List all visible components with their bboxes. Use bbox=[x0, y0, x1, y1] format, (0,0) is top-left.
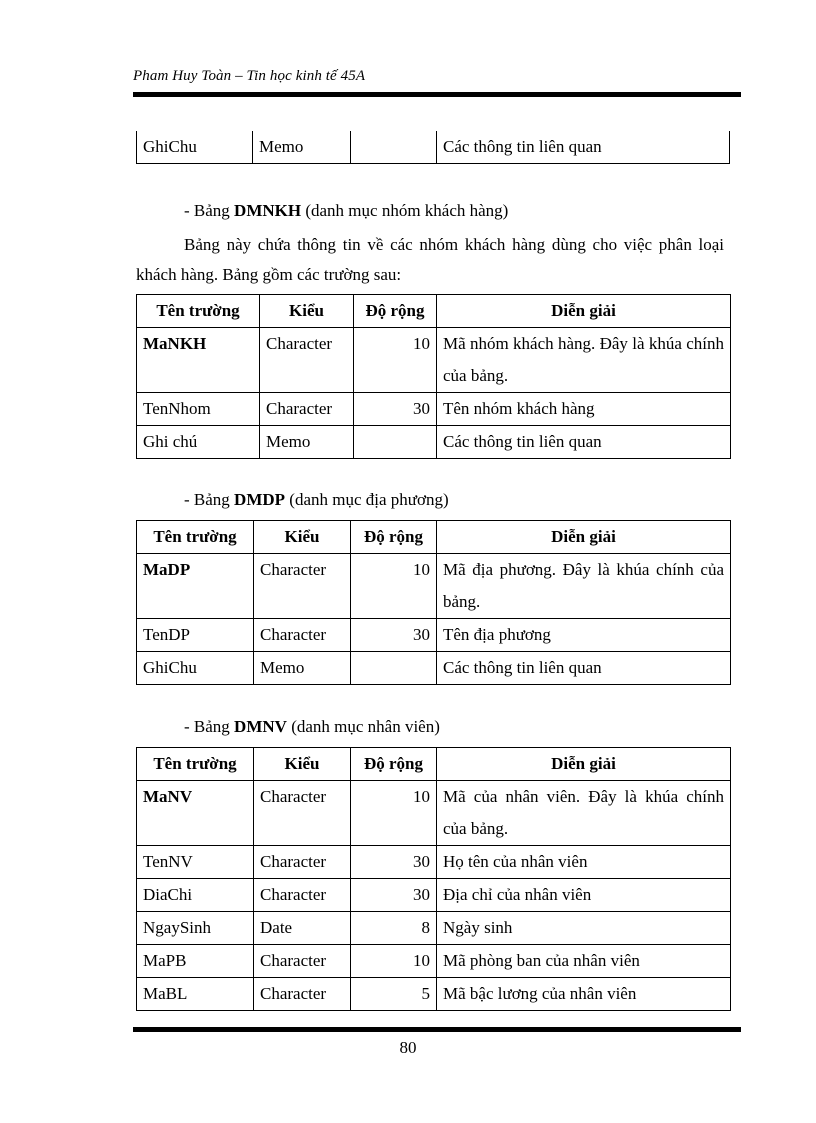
field-description: Tên địa phương bbox=[437, 619, 731, 652]
field-description: Mã nhóm khách hàng. Đây là khúa chính của bảng. bbox=[437, 328, 731, 393]
table-row bbox=[137, 978, 731, 1011]
field-description: Địa chỉ của nhân viên bbox=[437, 879, 731, 912]
field-type: Character bbox=[254, 945, 351, 978]
column-header-type: Kiểu bbox=[254, 748, 351, 781]
table-row bbox=[137, 426, 731, 459]
column-header-width: Độ rộng bbox=[351, 521, 437, 554]
table-row bbox=[137, 879, 731, 912]
field-width: 30 bbox=[351, 619, 437, 652]
field-description: Mã địa phương. Đây là khúa chính của bảng. bbox=[437, 554, 731, 619]
header-rule bbox=[133, 92, 741, 97]
section-intro-paragraph: Bảng này chứa thông tin về các nhóm khách hàng dùng cho việc phân loại khách hàng. Bảng gồm các trường sau: bbox=[136, 235, 724, 284]
table-header-row bbox=[137, 295, 731, 328]
field-name: DiaChi bbox=[137, 879, 254, 912]
heading-table-name: DMNKH bbox=[234, 201, 302, 220]
field-type: Character bbox=[254, 846, 351, 879]
footer-rule bbox=[133, 1027, 741, 1032]
field-type: Date bbox=[254, 912, 351, 945]
table-row bbox=[137, 912, 731, 945]
field-type: Character bbox=[260, 328, 354, 393]
page-header: Pham Huy Toàn – Tin học kinh tế 45A bbox=[133, 68, 366, 84]
field-description: Mã phòng ban của nhân viên bbox=[437, 945, 731, 978]
field-width bbox=[351, 652, 437, 685]
heading-suffix: (danh mục nhóm khách hàng) bbox=[301, 201, 509, 220]
field-description: Các thông tin liên quan bbox=[437, 131, 730, 164]
field-description: Ngày sinh bbox=[437, 912, 731, 945]
field-type: Character bbox=[254, 879, 351, 912]
table-header-row bbox=[137, 521, 731, 554]
heading-suffix: (danh mục nhân viên) bbox=[286, 717, 440, 736]
table-row bbox=[137, 328, 731, 393]
field-name: MaNKH bbox=[137, 328, 260, 393]
column-header-name: Tên trường bbox=[137, 748, 254, 781]
field-type: Memo bbox=[253, 131, 351, 164]
column-header-width: Độ rộng bbox=[351, 748, 437, 781]
field-description: Họ tên của nhân viên bbox=[437, 846, 731, 879]
field-width: 8 bbox=[351, 912, 437, 945]
field-name: GhiChu bbox=[137, 131, 253, 164]
heading-prefix: - Bảng bbox=[184, 717, 235, 736]
field-description: Tên nhóm khách hàng bbox=[437, 393, 731, 426]
field-description: Các thông tin liên quan bbox=[437, 426, 731, 459]
field-width: 30 bbox=[354, 393, 437, 426]
heading-prefix: - Bảng bbox=[184, 201, 235, 220]
table-row bbox=[137, 131, 730, 164]
table-row bbox=[137, 554, 731, 619]
column-header-type: Kiểu bbox=[254, 521, 351, 554]
field-type: Character bbox=[254, 978, 351, 1011]
column-header-width: Độ rộng bbox=[354, 295, 437, 328]
column-header-name: Tên trường bbox=[137, 521, 254, 554]
field-type: Character bbox=[254, 619, 351, 652]
column-header-description: Diễn giải bbox=[437, 521, 731, 554]
field-width bbox=[354, 426, 437, 459]
field-name: NgaySinh bbox=[137, 912, 254, 945]
section-heading-dmnkh bbox=[184, 199, 508, 223]
section-heading-dmdp bbox=[184, 488, 449, 512]
field-width: 10 bbox=[351, 945, 437, 978]
column-header-type: Kiểu bbox=[260, 295, 354, 328]
table-dmdp bbox=[136, 520, 731, 685]
table-header-row bbox=[137, 748, 731, 781]
field-width: 30 bbox=[351, 846, 437, 879]
column-header-name: Tên trường bbox=[137, 295, 260, 328]
field-width: 30 bbox=[351, 879, 437, 912]
field-width bbox=[351, 131, 437, 164]
field-type: Memo bbox=[260, 426, 354, 459]
field-name: TenDP bbox=[137, 619, 254, 652]
section-heading-dmnv bbox=[184, 715, 440, 739]
field-description: Mã của nhân viên. Đây là khúa chính của bảng. bbox=[437, 781, 731, 846]
field-name: Ghi chú bbox=[137, 426, 260, 459]
table-dmnkh bbox=[136, 294, 731, 459]
field-name: TenNhom bbox=[137, 393, 260, 426]
field-name: MaPB bbox=[137, 945, 254, 978]
field-width: 10 bbox=[351, 781, 437, 846]
table-row bbox=[137, 393, 731, 426]
table-row bbox=[137, 619, 731, 652]
continuation-table bbox=[136, 131, 730, 164]
field-type: Memo bbox=[254, 652, 351, 685]
column-header-description: Diễn giải bbox=[437, 295, 731, 328]
table-row bbox=[137, 945, 731, 978]
heading-suffix: (danh mục địa phương) bbox=[285, 490, 449, 509]
field-name: TenNV bbox=[137, 846, 254, 879]
field-width: 10 bbox=[351, 554, 437, 619]
field-name: MaDP bbox=[137, 554, 254, 619]
field-width: 5 bbox=[351, 978, 437, 1011]
heading-table-name: DMDP bbox=[234, 490, 286, 509]
field-name: MaBL bbox=[137, 978, 254, 1011]
field-type: Character bbox=[260, 393, 354, 426]
table-dmnv bbox=[136, 747, 731, 1011]
field-type: Character bbox=[254, 554, 351, 619]
column-header-description: Diễn giải bbox=[437, 748, 731, 781]
table-row bbox=[137, 652, 731, 685]
page-number: 80 bbox=[399, 1038, 417, 1057]
field-width: 10 bbox=[354, 328, 437, 393]
field-type: Character bbox=[254, 781, 351, 846]
field-name: MaNV bbox=[137, 781, 254, 846]
table-row bbox=[137, 846, 731, 879]
field-description: Mã bậc lương của nhân viên bbox=[437, 978, 731, 1011]
heading-table-name: DMNV bbox=[234, 717, 287, 736]
table-row bbox=[137, 781, 731, 846]
field-description: Các thông tin liên quan bbox=[437, 652, 731, 685]
field-name: GhiChu bbox=[137, 652, 254, 685]
heading-prefix: - Bảng bbox=[184, 490, 235, 509]
